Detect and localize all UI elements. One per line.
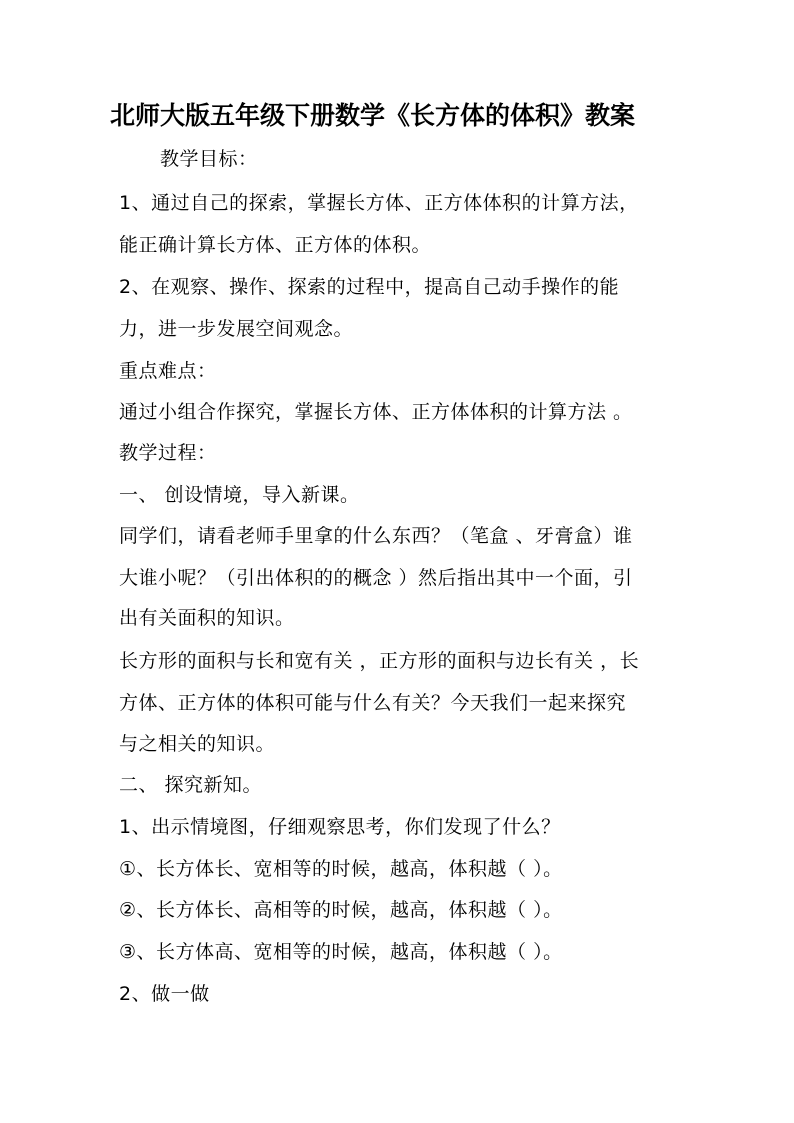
paragraph-line: 通过小组合作探究，掌握长方体、正方体体积的计算方法 。 — [119, 401, 633, 423]
section-heading-teaching-process: 教学过程： — [119, 442, 217, 464]
section-heading-part-two: 二、 探究新知。 — [119, 774, 263, 796]
paragraph-line: 能正确计算长方体、正方体的体积。 — [119, 234, 432, 256]
paragraph-line: 1、出示情境图，仔细观察思考，你们发现了什么？ — [119, 816, 561, 838]
section-heading-key-points: 重点难点： — [119, 360, 217, 382]
paragraph-line: 同学们，请看老师手里拿的什么东西？（笔盒 、牙膏盒）谁 — [119, 525, 633, 547]
section-heading-teaching-goals: 教学目标： — [160, 148, 258, 170]
list-item: ③、长方体高、宽相等的时候，越高，体积越（ ）。 — [119, 941, 563, 963]
list-item: ①、长方体长、宽相等的时候，越高，体积越（ ）。 — [119, 858, 563, 880]
paragraph-line: 1、通过自己的探索，掌握长方体、正方体体积的计算方法， — [119, 192, 639, 214]
paragraph-line: 长方形的面积与长和宽有关 ，正方形的面积与边长有关 ，长 — [119, 650, 640, 672]
paragraph-line: 2、在观察、操作、探索的过程中，提高自己动手操作的能 — [119, 276, 620, 298]
section-heading-part-one: 一、 创设情境，导入新课。 — [119, 484, 360, 506]
paragraph-line: 方体、正方体的体积可能与什么有关？今天我们一起来探究 — [119, 692, 627, 714]
paragraph-line: 力，进一步发展空间观念。 — [119, 318, 354, 340]
paragraph-line: 2、做一做 — [119, 983, 210, 1005]
document-title: 北师大版五年级下册数学《长方体的体积》教案 — [110, 101, 636, 130]
list-item: ②、长方体长、高相等的时候，越高，体积越（ ）。 — [119, 899, 563, 921]
paragraph-line: 与之相关的知识。 — [119, 733, 276, 755]
paragraph-line: 大谁小呢？（引出体积的的概念 ）然后指出其中一个面，引 — [119, 567, 633, 589]
paragraph-line: 出有关面积的知识。 — [119, 607, 295, 629]
